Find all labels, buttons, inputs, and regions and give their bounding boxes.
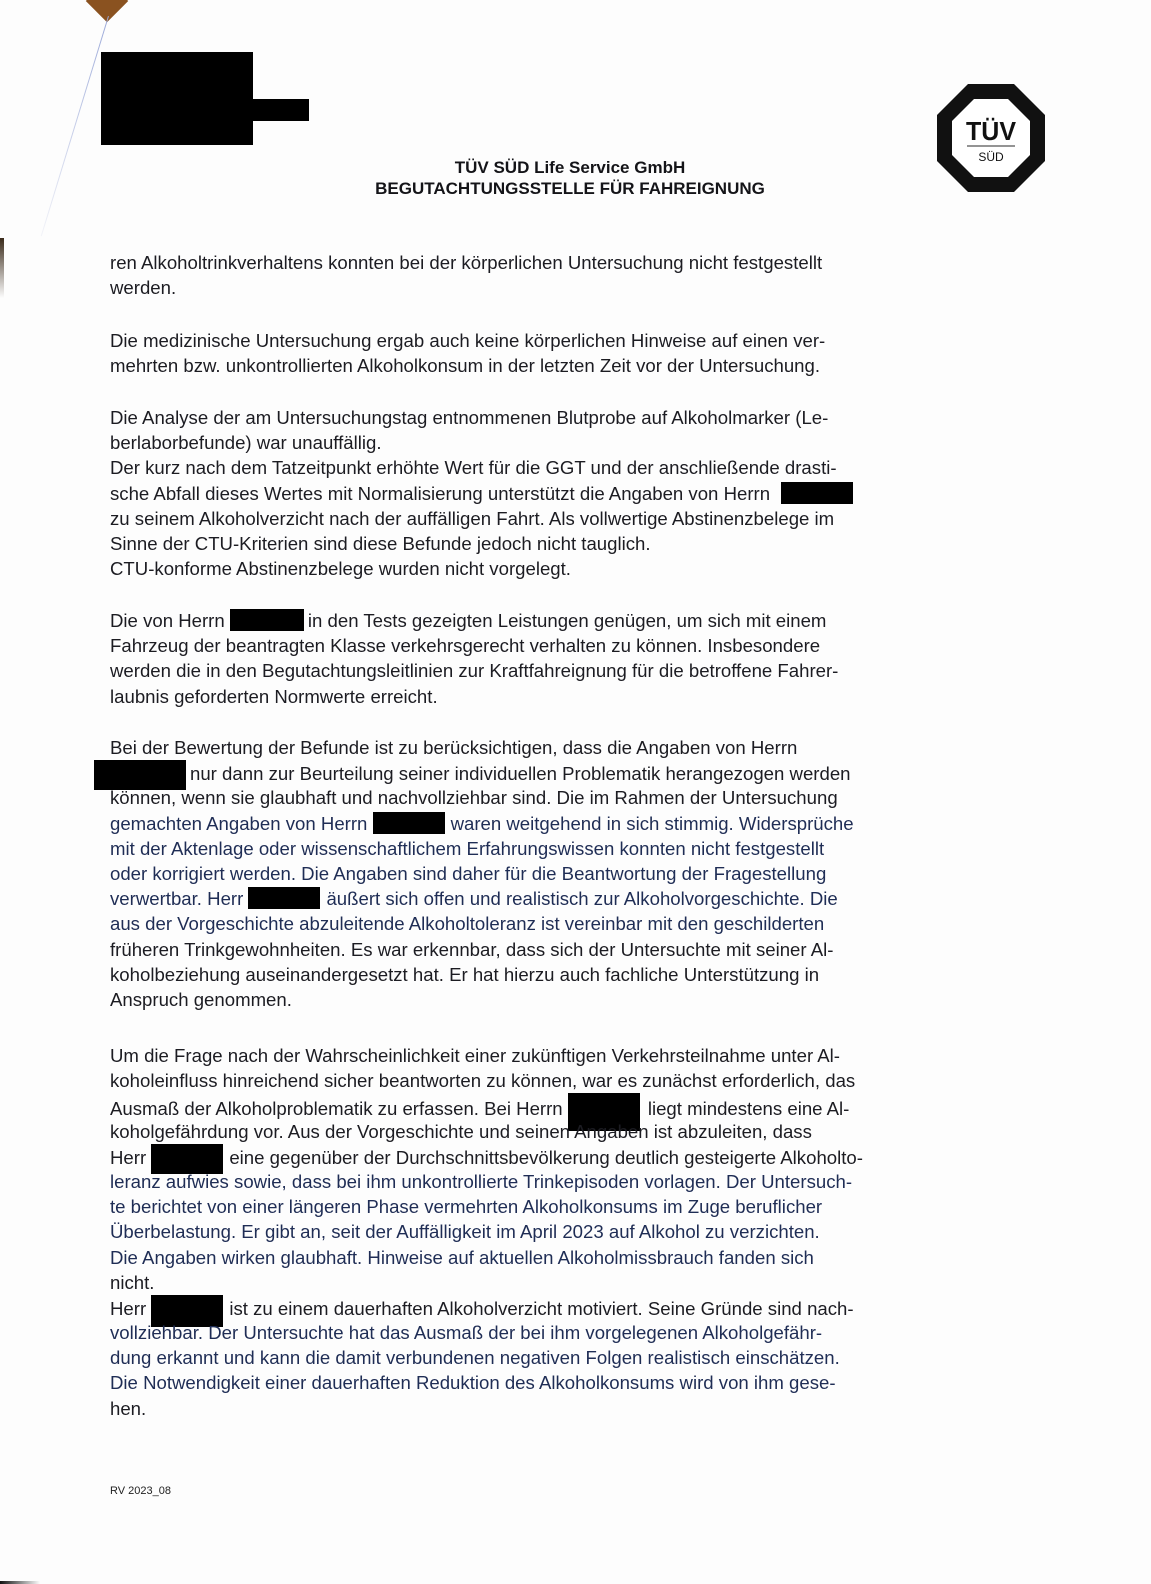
text-segment: eine gegenüber der Durchschnittsbevölkerung deutlich gesteigerte Alkoholto-	[229, 1146, 863, 1168]
text-line: laubnis geforderten Normwerte erreicht.	[110, 685, 438, 707]
text-line: CTU-konforme Abstinenzbelege wurden nicht vorgelegt.	[110, 558, 571, 580]
paper-edge-shadow	[0, 238, 4, 298]
paragraph-medical-exam	[110, 328, 1030, 378]
company-name: TÜV SÜD Life Service GmbH	[454, 158, 686, 177]
redacted-name	[248, 887, 320, 909]
text-line: zu seinem Alkoholverzicht nach der auffälligen Fahrt. Als vollwertige Abstinenzbelege im	[110, 507, 835, 529]
logo-text-tuv: TÜV	[966, 116, 1017, 146]
text-line: Anspruch genommen.	[110, 988, 292, 1010]
text-segment: gemachten Angaben von Herrn	[110, 812, 373, 834]
text-line: koholgefährdung vor. Aus der Vorgeschichte und seinen Angaben ist abzuleiten, dass	[110, 1120, 812, 1142]
text-segment: verwertbar. Herr	[110, 888, 249, 910]
text-line: werden die in den Begutachtungsleitlinien zur Kraftfahreignung für die betroffene Fahrer-	[110, 660, 839, 682]
text-line	[110, 1295, 1030, 1320]
text-line: berlaborbefunde) war unauffällig.	[110, 432, 382, 454]
text-line: werden.	[110, 277, 177, 299]
text-line: oder korrigiert werden. Die Angaben sind daher für die Beantwortung der Fragestellung	[110, 862, 827, 884]
text-segment: liegt mindestens eine Al-	[647, 1098, 850, 1120]
text-line: leranz aufwies sowie, dass bei ihm unkontrollierte Trinkepisoden vorlagen. Der Untersuch-	[110, 1170, 853, 1192]
paragraph-evaluation	[110, 735, 1030, 1012]
text-line: Um die Frage nach der Wahrscheinlichkeit einer zukünftigen Verkehrsteilnahme unter Al-	[110, 1045, 840, 1066]
text-line	[110, 1093, 1030, 1118]
paragraph-blood-analysis	[110, 405, 1030, 581]
text-segment: äußert sich offen und realistisch zur Alkoholvorgeschichte. Die	[326, 888, 838, 910]
text-line: Sinne der CTU-Kriterien sind diese Befunde jedoch nicht tauglich.	[110, 532, 651, 554]
department-name: BEGUTACHTUNGSSTELLE FÜR FAHREIGNUNG	[375, 179, 765, 198]
text-line	[110, 481, 1030, 506]
text-line: nicht.	[110, 1271, 155, 1293]
document-header	[300, 157, 840, 199]
text-segment: sche Abfall dieses Wertes mit Normalisierung unterstützt die Angaben von Herrn	[110, 482, 771, 504]
text-line: aus der Vorgeschichte abzuleitende Alkoholtoleranz ist vereinbar mit den geschilderten	[110, 913, 825, 935]
text-line: dung erkannt und kann die damit verbundenen negativen Folgen realistisch einschätzen.	[110, 1347, 840, 1369]
text-segment: Ausmaß der Alkoholproblematik zu erfassen. Bei Herrn	[110, 1098, 568, 1120]
text-line: Der kurz nach dem Tatzeitpunkt erhöhte Wert für die GGT und der anschließende drasti-	[110, 457, 837, 479]
text-line: Die medizinische Untersuchung ergab auch keine körperlichen Hinweise auf einen ver-	[110, 330, 826, 351]
text-line: können, wenn sie glaubhaft und nachvollziehbar sind. Die im Rahmen der Untersuchung	[110, 787, 838, 809]
text-line: Die Notwendigkeit einer dauerhaften Reduktion des Alkoholkonsums wird von ihm gese-	[110, 1372, 836, 1394]
text-segment: Herr	[110, 1297, 152, 1319]
text-line: ren Alkoholtrinkverhaltens konnten bei der körperlichen Untersuchung nicht festgestellt	[110, 252, 823, 273]
document-version: RV 2023_08	[110, 1485, 171, 1497]
paper-fold-line	[41, 16, 109, 236]
text-line: te berichtet von einer längeren Phase vermehrten Alkoholkonsums im Zuge beruflicher	[110, 1196, 823, 1218]
text-line: Fahrzeug der beantragten Klasse verkehrsgerecht verhalten zu können. Insbesondere	[110, 635, 821, 657]
text-segment: waren weitgehend in sich stimmig. Widersprüche	[450, 812, 854, 834]
text-line: mehrten bzw. unkontrollierten Alkoholkonsum in der letzten Zeit vor der Untersuchung.	[110, 355, 821, 377]
text-segment: in den Tests gezeigten Leistungen genügen, um sich mit einem	[307, 610, 827, 631]
text-line: Überbelastung. Er gibt an, seit der Auffälligkeit im April 2023 auf Alkohol zu verzichten.	[110, 1221, 820, 1243]
text-segment: ist zu einem dauerhaften Alkoholverzicht motiviert. Seine Gründe sind nach-	[229, 1297, 854, 1319]
paragraph-risk-assessment	[110, 1043, 1030, 1421]
redacted-name	[373, 812, 445, 834]
text-line: hen.	[110, 1397, 147, 1419]
text-segment: nur dann zur Beurteilung seiner individuellen Problematik herangezogen werden	[190, 763, 851, 785]
text-line	[110, 1144, 1030, 1169]
text-line	[110, 811, 1030, 836]
paragraph-test-performance	[110, 608, 1030, 709]
text-line	[110, 886, 1030, 911]
logo-text-sud: SÜD	[978, 150, 1004, 164]
text-line: Die Analyse der am Untersuchungstag entnommenen Blutprobe auf Alkoholmarker (Le-	[110, 407, 829, 428]
text-line: Bei der Bewertung der Befunde ist zu berücksichtigen, dass die Angaben von Herrn	[110, 737, 798, 758]
text-line: koholbeziehung auseinandergesetzt hat. Er hat hierzu auch fachliche Unterstützung in	[110, 963, 820, 985]
text-line: vollziehbar. Der Untersuchte hat das Ausmaß der bei ihm vorgelegenen Alkoholgefähr-	[110, 1322, 823, 1344]
text-line: früheren Trinkgewohnheiten. Es war erkennbar, dass sich der Untersuchte mit seiner Al-	[110, 938, 834, 960]
redacted-name	[230, 609, 304, 631]
tuv-sud-logo	[935, 82, 1047, 194]
redaction-block	[101, 52, 253, 145]
paragraph-physical-exam	[110, 250, 1030, 300]
text-line: Die Angaben wirken glaubhaft. Hinweise auf aktuellen Alkoholmissbrauch fanden sich	[110, 1246, 814, 1268]
text-line: koholeinfluss hinreichend sicher beantworten zu können, war es zunächst erforderlich, das	[110, 1070, 856, 1092]
text-line	[110, 760, 1030, 785]
text-line: mit der Aktenlage oder wissenschaftlichem Erfahrungswissen konnten nicht festgestellt	[110, 837, 825, 859]
text-segment: Die von Herrn	[110, 610, 230, 631]
redacted-name	[781, 482, 853, 504]
text-segment: Herr	[110, 1146, 152, 1168]
text-line	[110, 608, 1030, 633]
redaction-block	[252, 99, 309, 121]
